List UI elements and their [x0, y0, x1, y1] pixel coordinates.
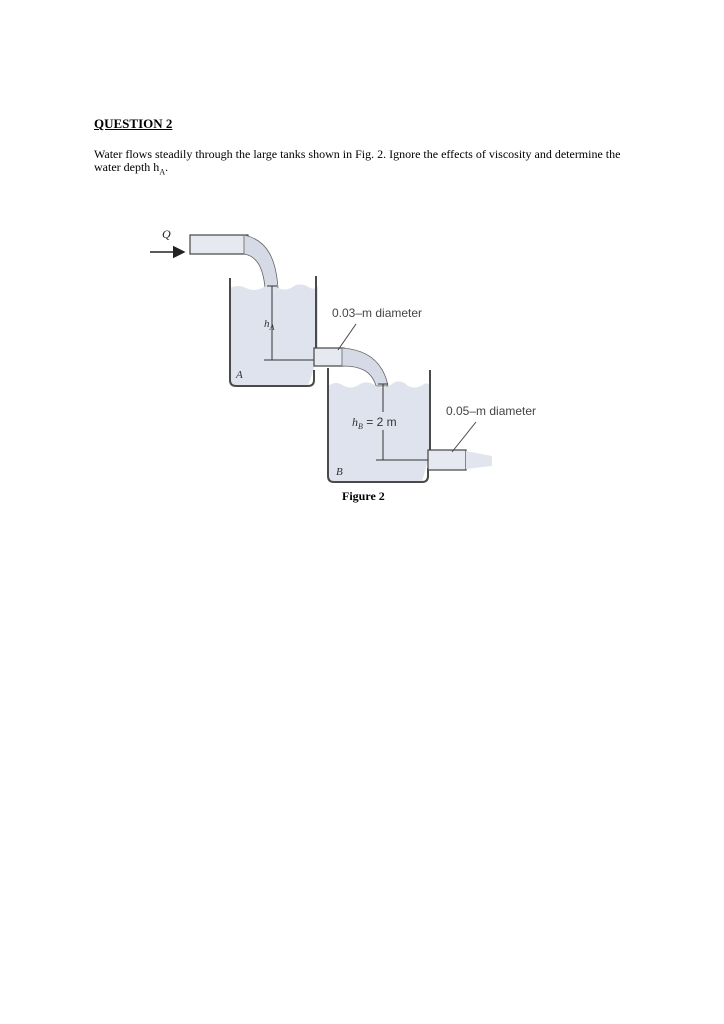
depth-a-subscript: A: [269, 323, 275, 332]
question-text-subscript: A: [159, 167, 166, 177]
depth-b-symbol: h: [352, 415, 358, 429]
tank-b-water: [328, 381, 430, 482]
connecting-water-jet: [342, 348, 388, 386]
pipe1-diameter-label: 0.03–m diameter: [332, 306, 423, 320]
depth-b-value: = 2 m: [362, 415, 397, 429]
connecting-pipe: [314, 348, 344, 366]
figure-caption: Figure 2: [342, 489, 385, 503]
question-text-main: Water flows steadily through the large tanks shown in Fig. 2. Ignore the effects of viscosity and determine the water depth h: [94, 147, 621, 174]
pipe2-leader-line: [452, 422, 476, 452]
question-text: [94, 148, 634, 178]
tank-a-water: [230, 284, 318, 386]
depth-b-subscript: B: [358, 422, 363, 431]
tank-b-label: B: [336, 466, 343, 478]
inlet-pipe: [190, 235, 248, 254]
question-text-end: .: [165, 160, 169, 174]
depth-a-symbol: h: [264, 318, 270, 330]
figure-2-diagram: [140, 220, 560, 510]
flow-rate-label: Q: [162, 227, 171, 241]
outlet-pipe: [428, 450, 466, 470]
question-heading: QUESTION 2: [94, 116, 173, 131]
tank-a-label: A: [236, 369, 243, 381]
pipe1-leader-line: [338, 324, 356, 350]
inlet-water-jet: [244, 235, 278, 288]
pipe2-diameter-label: 0.05–m diameter: [446, 404, 537, 418]
outlet-water-jet: [466, 451, 492, 469]
